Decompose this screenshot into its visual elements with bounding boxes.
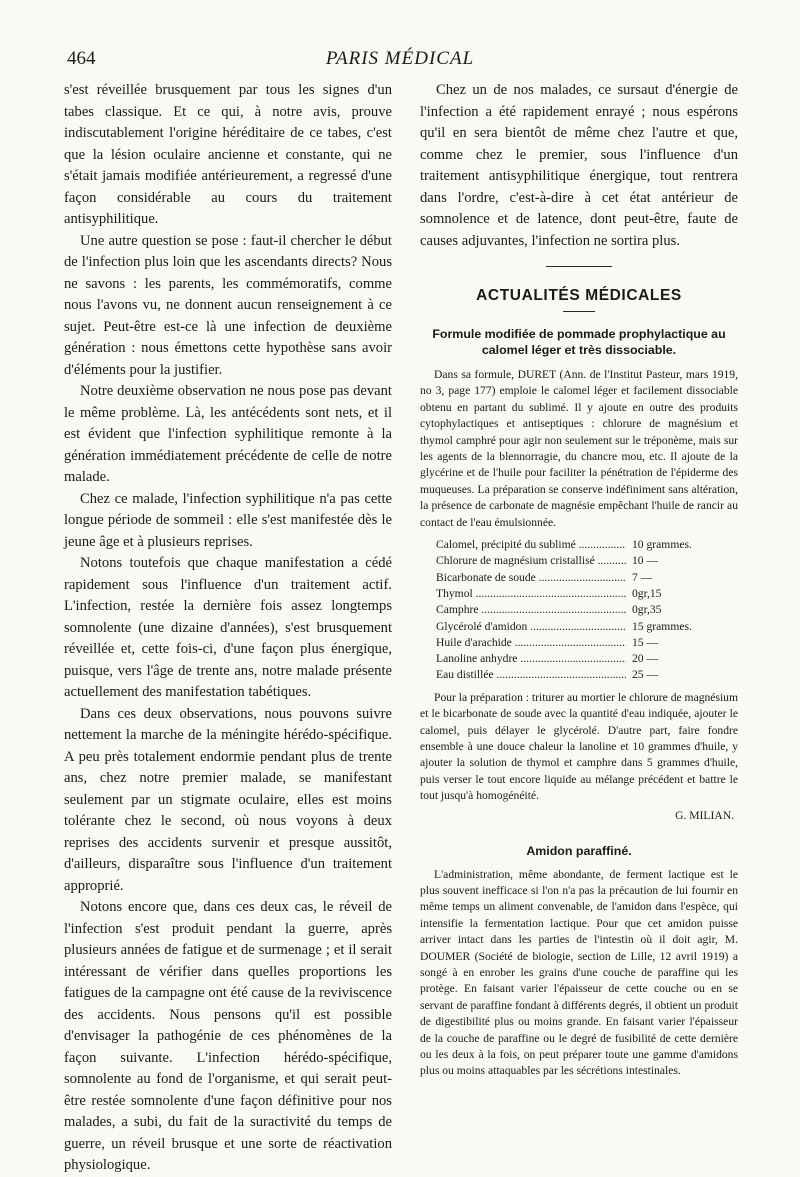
amount: 0gr,35 (632, 603, 662, 617)
article-title: Formule modifiée de pommade prophylactique au calomel léger et très dissociable. (432, 327, 726, 357)
ingredient: Eau distillée ..... (436, 667, 626, 683)
article-paragraph: Pour la préparation : triturer au mortier le chlorure de magnésium et le bicarbonate de soude avec la quantité d'eau indiquée, ajouter le calomel, puis délayer le glycérolé. D'autre part, faire fondre ensemble à une douce chaleur la lanoline et 10 grammes d'huile, y ajouter la solution de thymol et camphre dans 5 grammes d'huile, puis verser le tout encore liquide au mélange précédent et battre le tout jusqu'à homogénéité. (420, 690, 738, 803)
amount: 25 — (632, 668, 659, 682)
article-paragraph: L'administration, même abondante, de ferment lactique est le plus souvent inefficace si l'on n'a pas la précaution de lui fournir en même temps un aliment convenable, de l'amidon dans l'espèce, qui intensifie la fermentation lactique. Pour que cet amidon puisse arriver intact dans les parties de l'intestin où il doit agir, M. DOUMER (Société de biologie, section de Lille, 12 avril 1919) a songé à en enrober les grains d'une couche de paraffine qui les protège. En faisant varier l'épaisseur de cette couche ou en se servant de paraffine fondant à différents degrés, il obtient un produit de digestibilité plus ou moins grande. En faisant varier l'épaisseur de la couche de paraffine ou le degré de fusibilité de cette dernière ou les deux à la fois, on peut préparer toute une gamme d'amidons plus ou moins attaquables par les sécrétions intestinales. (420, 867, 738, 1078)
ingredient: Camphre ..... (436, 602, 626, 618)
formula-row (436, 570, 738, 586)
formula-row (436, 651, 738, 667)
ingredient: Huile d'arachide ..... (436, 635, 626, 651)
divider (546, 266, 612, 267)
paragraph: Une autre question se pose : faut-il chercher le début de l'infection plus loin que les ascendants directs? Nous ne savons : les parents, les commémoratifs, comme nous l'avons vu, ne donnent aucun renseignement à ce sujet. Peut-être est-ce là une infection de deuxième génération : nous émettons cette hypothèse sans avoir d'éléments pour la justifier. (64, 232, 392, 378)
amount: 10 — (632, 554, 659, 568)
left-column (64, 80, 392, 1177)
paragraph: s'est réveillée brusquement par tous les signes d'un tabes classique. Et ce qui, à notre avis, prouve indiscutablement l'origine héréditaire de ce tabes, c'est que la lésion oculaire ancienne et constante, qui ne s'était jamais modifiée antérieurement, a regressé d'une façon considérable au cours du traitement antisyphilitique. (64, 82, 392, 227)
paragraph: Dans ces deux observations, nous pouvons suivre nettement la marche de la méningite hérédo-spécifique. A peu près totalement endormie pendant plus de trente ans, chez notre premier malade, se manifestant seulement par un stigmate oculaire, elles est moins tolérante chez le second, où nous voyons à deux reprises des accidents survenir et presque aussitôt, d'ailleurs, disparaître sous l'influence d'un traitement approprié. (64, 705, 392, 894)
ingredient: Thymol ..... (436, 586, 626, 602)
formula-row (436, 619, 738, 635)
formula-row (436, 635, 738, 651)
formula-row (436, 586, 738, 602)
formula-row (436, 602, 738, 618)
amount: 0gr,15 (632, 586, 662, 600)
ingredient: Lanoline anhydre ..... (436, 651, 626, 667)
running-head: PARIS MÉDICAL (325, 48, 475, 69)
signature: G. MILIAN. (675, 808, 734, 822)
amount: 20 — (632, 652, 659, 666)
formula-row (436, 537, 738, 553)
right-column (420, 80, 738, 1080)
intro-paragraph: Chez un de nos malades, ce sursaut d'énergie de l'infection a été rapidement enrayé ; nous espérons qu'il en sera bientôt de même chez l'autre et que, comme chez le premier, sous l'influence d'un traitement antisyphilitique énergique, tout rentrera dans l'ordre, c'est-à-dire à cet état antérieur de somnolence et de latence, dont peut-être, faute de causes adjuvantes, l'infection ne sortira plus. (420, 82, 738, 249)
page-number: 464 (67, 48, 96, 69)
ingredient: Glycérolé d'amidon ..... (436, 619, 626, 635)
section-title: ACTUALITÉS MÉDICALES (476, 287, 682, 304)
amount: 10 grammes. (632, 538, 692, 552)
article-title: Amidon paraffiné. (526, 843, 632, 858)
paragraph: Chez ce malade, l'infection syphilitique n'a pas cette longue période de sommeil : elle s'est manifestée dès le jeune âge et à plusieurs reprises. (64, 490, 392, 550)
amount: 15 grammes. (632, 619, 692, 633)
paragraph: Notons toutefois que chaque manifestation a cédé rapidement sous l'influence d'un traitement actif. L'infection, restée la dernière fois assez longtemps somnolente (une dizaine d'années), s'est brusquement réveillée et, cette fois-ci, d'une façon plus énergique, puisque, vers l'âge de trente ans, notre malade présente actuellement des manifestation tabétiques. (64, 555, 392, 700)
paragraph: Notons encore que, dans ces deux cas, le réveil de l'infection s'est produit pendant la guerre, après plusieurs années de fatigue et de surmenage ; et il serait intéressant de vérifier dans quelles proportions les fatigues de la campagne ont été cause de la reviviscence des accidents. Nous pensons qu'il est possible d'envisager la pathogénie de ces phénomènes de la façon suivante. L'infection hérédo-spécifique, somnolente au fond de l'organisme, et qui serait peut-être restée somnolente d'une façon définitive pour nos malades, a subi, du fait de la suractivité du temps de guerre, un réveil brusque et une sorte de réactivation physiologique. (64, 899, 392, 1173)
formula-row (436, 667, 738, 683)
amount: 7 — (632, 570, 653, 584)
ingredient: Bicarbonate de soude ..... (436, 570, 626, 586)
paragraph: Notre deuxième observation ne nous pose pas devant le même problème. Là, les antécédents sont nets, et il est évident que l'infection syphilitique remonte à la génération immédiatement précédente de celle de notre malade. (64, 383, 392, 485)
amount: 15 — (632, 635, 659, 649)
article-paragraph: Dans sa formule, DURET (Ann. de l'Institut Pasteur, mars 1919, no 3, page 177) emploie le calomel léger et facilement dissociable obtenu en partant du sublimé. Il y ajoute en outre des produits cytophylactiques et antiseptiques : chlorure de magnésium et thymol camphré pour agir non seulement sur le tréponème, mais sur les agents de la blennorragie, du chancre mou, etc. Il ajoute de la glycérine et de l'huile pour faciliter la pénétration de l'épiderme des muqueuses. La préparation se conserve indéfiniment sans altération, la présence de carbonate de magnésie empêchant l'huile de rancir au contact de l'eau émulsionnée. (420, 368, 738, 529)
ingredient: Calomel, précipité du sublimé ..... (436, 537, 626, 553)
formula-list (436, 537, 738, 684)
ingredient: Chlorure de magnésium cristallisé ..... (436, 553, 626, 569)
formula-row (436, 553, 738, 569)
section-rule (563, 311, 595, 312)
